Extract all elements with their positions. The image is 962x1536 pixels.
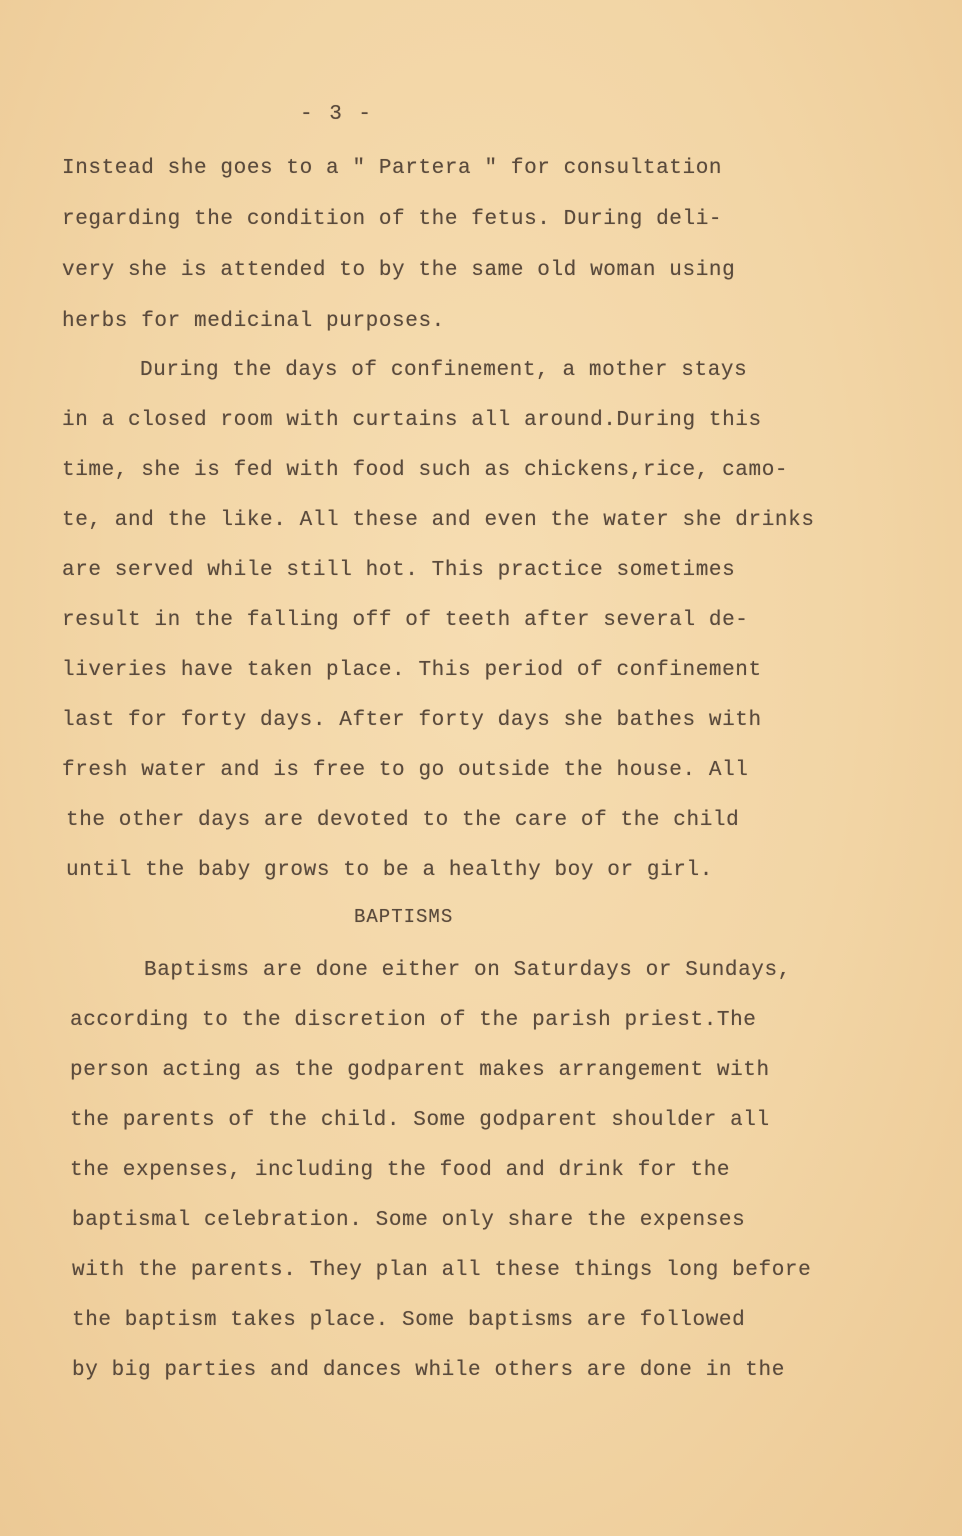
- text-line: herbs for medicinal purposes.: [62, 310, 445, 333]
- text-line: according to the discretion of the parish priest.The: [70, 1009, 757, 1032]
- text-line: the other days are devoted to the care of the child: [66, 809, 740, 832]
- text-line: very she is attended to by the same old woman using: [62, 259, 736, 282]
- text-line: are served while still hot. This practice sometimes: [62, 559, 736, 582]
- text-line: baptismal celebration. Some only share the expenses: [72, 1209, 746, 1232]
- text-line: result in the falling off of teeth after several de-: [62, 609, 749, 632]
- text-line: the baptism takes place. Some baptisms are followed: [72, 1309, 746, 1332]
- text-line: in a closed room with curtains all around.During this: [62, 409, 762, 432]
- text-line: te, and the like. All these and even the water she drinks: [62, 509, 815, 532]
- text-line: During the days of confinement, a mother stays: [140, 359, 748, 382]
- text-line: with the parents. They plan all these things long before: [72, 1259, 812, 1282]
- text-line: Instead she goes to a " Partera " for consultation: [62, 157, 723, 180]
- text-line: time, she is fed with food such as chickens,rice, camo-: [62, 459, 789, 482]
- page-number: - 3 -: [300, 103, 374, 126]
- text-line: the expenses, including the food and drink for the: [70, 1159, 731, 1182]
- text-line: last for forty days. After forty days she bathes with: [62, 709, 762, 732]
- section-heading: BAPTISMS: [354, 906, 454, 928]
- text-line: regarding the condition of the fetus. During deli-: [62, 208, 723, 231]
- text-line: the parents of the child. Some godparent shoulder all: [70, 1109, 770, 1132]
- text-line: by big parties and dances while others are done in the: [72, 1359, 785, 1382]
- text-line: Baptisms are done either on Saturdays or Sundays,: [144, 959, 791, 982]
- text-line: person acting as the godparent makes arrangement with: [70, 1059, 770, 1082]
- text-line: until the baby grows to be a healthy boy or girl.: [66, 859, 713, 882]
- text-line: fresh water and is free to go outside the house. All: [62, 759, 749, 782]
- text-line: liveries have taken place. This period of confinement: [62, 659, 762, 682]
